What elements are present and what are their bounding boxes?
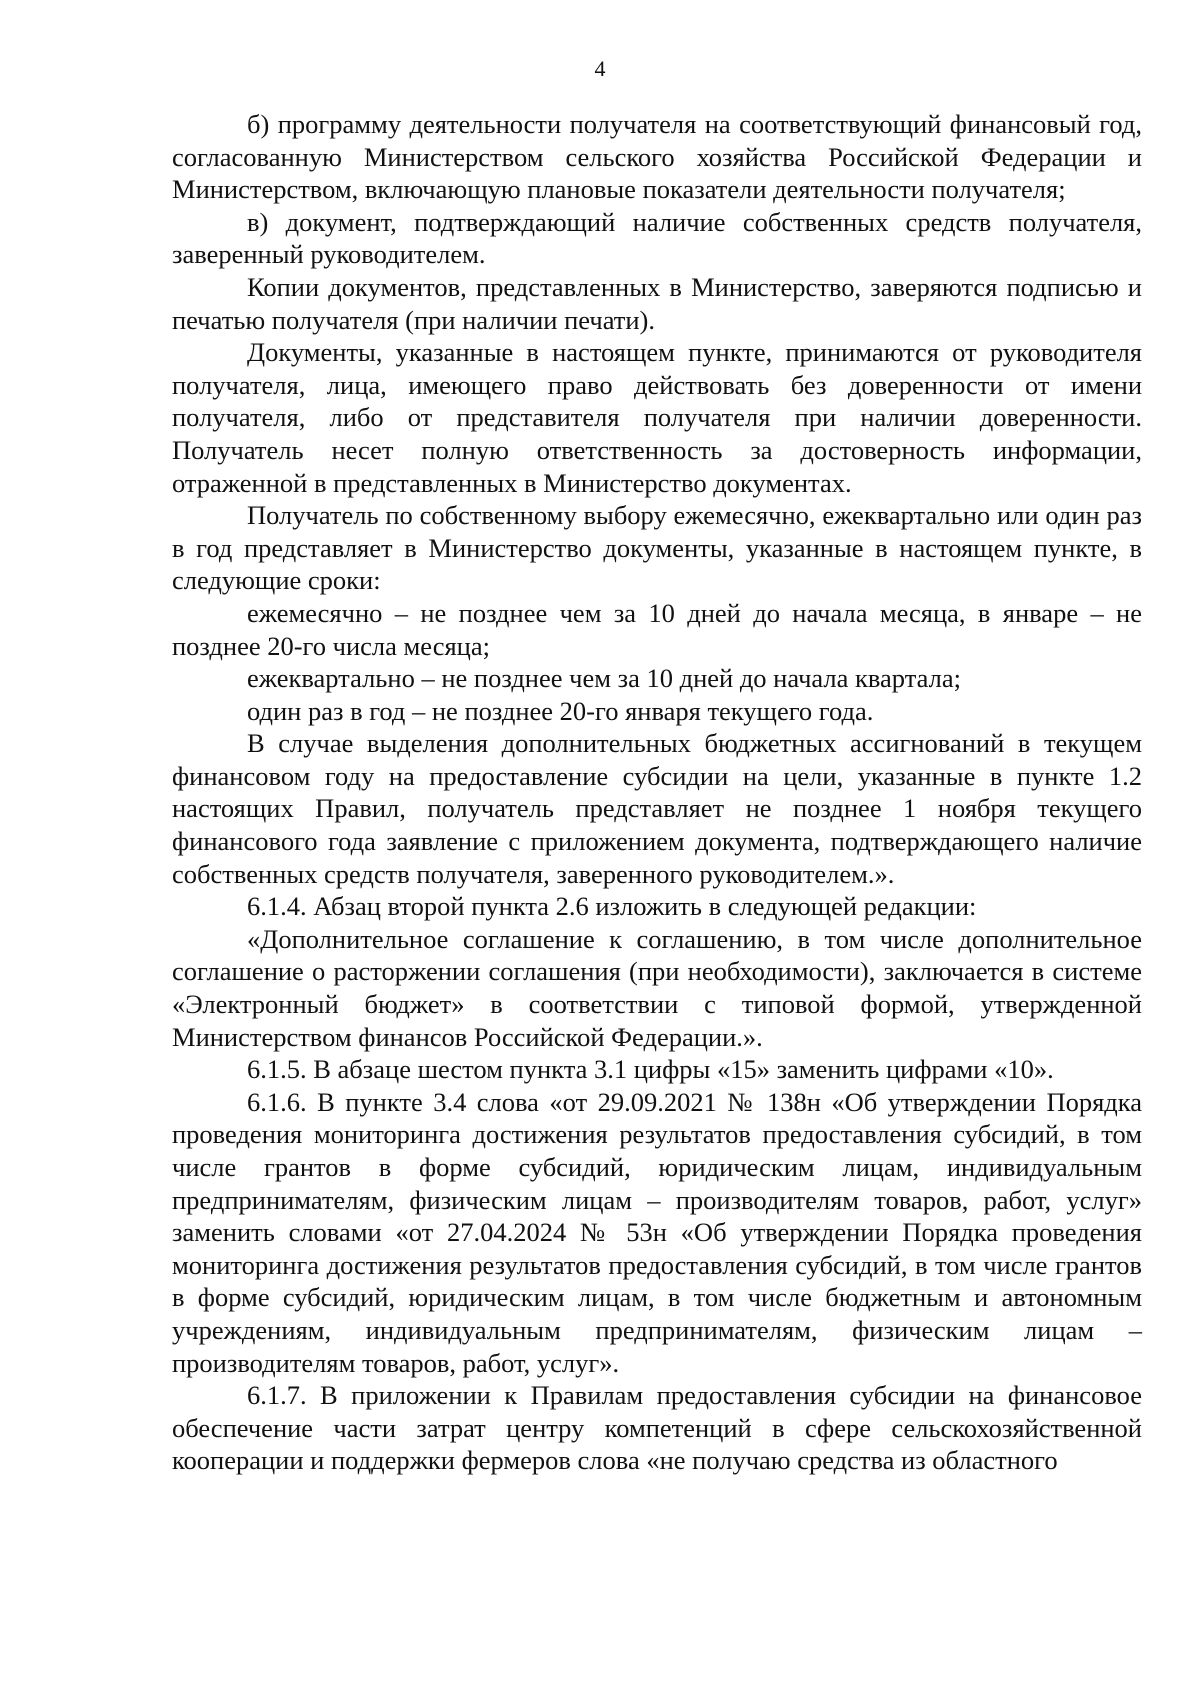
paragraph-additional-agreement: «Дополнительное соглашение к соглашению, в том числе дополнительное соглашение о расторжении соглашения (при необходимости), заключается в системе «Электронный бюджет» в соответствии с типовой формой, утвержденной Министерством финансов Российской Федерации.». [172, 923, 1142, 1052]
paragraph-6-1-6: 6.1.6. В пункте 3.4 слова «от 29.09.2021 № 138н «Об утверждении Порядка проведения мониторинга достижения результатов предоставления субсидий, в том числе грантов в форме субсидий, юридическим лицам, индивидуальным предпринимателям, физическим лицам – производителям товаров, работ, услуг» заменить словами «от 27.04.2024 № 53н «Об утверждении Порядка проведения мониторинга достижения результатов предоставления субсидий, в том числе грантов в форме субсидий, юридическим лицам, в том числе бюджетным и автономным учреждениям, индивидуальным предпринимателям, физическим лицам – производителям товаров, работ, услуг». [172, 1086, 1142, 1378]
paragraph-b-program: б) программу деятельности получателя на соответствующий финансовый год, согласованную Министерством сельского хозяйства Российской Федерации и Министерством, включающую плановые показатели деятельности получателя; [172, 109, 1142, 205]
paragraph-6-1-7: 6.1.7. В приложении к Правилам предоставления субсидии на финансовое обеспечение части затрат центру компетенций в сфере сельскохозяйственной кооперации и поддержки фермеров слова «не получаю средства из областного [172, 1380, 1142, 1476]
paragraph-additional-allocations: В случае выделения дополнительных бюджетных ассигнований в текущем финансовом году на предоставление субсидии на цели, указанные в пункте 1.2 настоящих Правил, получатель представляет не позднее 1 ноября текущего финансового года заявление с приложением документа, подтверждающего наличие собственных средств получателя, заверенного руководителем.». [172, 728, 1142, 889]
paragraph-v-document: в) документ, подтверждающий наличие собственных средств получателя, заверенный руководителем. [172, 206, 1142, 270]
document-body [172, 108, 1142, 1477]
page-number: 4 [594, 56, 606, 81]
paragraph-copies: Копии документов, представленных в Министерство, заверяются подписью и печатью получателя (при наличии печати). [172, 271, 1142, 335]
paragraph-6-1-4: 6.1.4. Абзац второй пункта 2.6 изложить в следующей редакции: [247, 891, 977, 922]
paragraph-quarterly: ежеквартально – не позднее чем за 10 дней до начала квартала; [247, 663, 961, 694]
paragraph-yearly: один раз в год – не позднее 20-го января текущего года. [247, 695, 874, 726]
paragraph-submission-choice: Получатель по собственному выбору ежемесячно, ежеквартально или один раз в год представляет в Министерство документы, указанные в настоящем пункте, в следующие сроки: [172, 500, 1142, 596]
paragraph-monthly: ежемесячно – не позднее чем за 10 дней до начала месяца, в январе – не позднее 20-го числа месяца; [172, 597, 1142, 661]
paragraph-6-1-5: 6.1.5. В абзаце шестом пункта 3.1 цифры «15» заменить цифрами «10». [247, 1054, 1054, 1085]
paragraph-documents-accepted: Документы, указанные в настоящем пункте, принимаются от руководителя получателя, лица, имеющего право действовать без доверенности от имени получателя, либо от представителя получателя при наличии доверенности. Получатель несет полную ответственность за достоверность информации, отраженной в представленных в Министерство документах. [172, 337, 1142, 498]
